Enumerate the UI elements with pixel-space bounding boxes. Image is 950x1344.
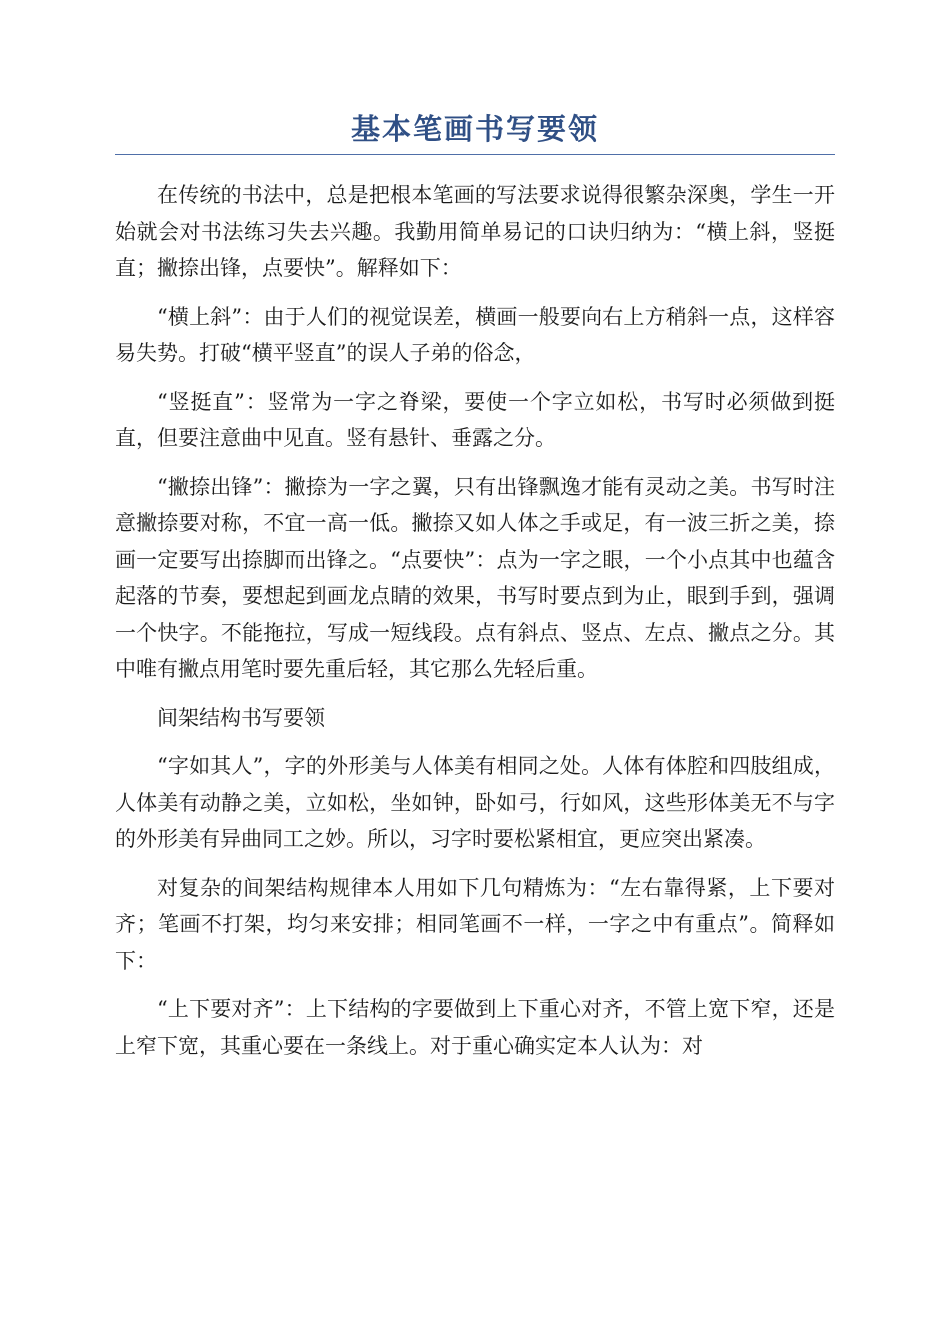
document-page: [115, 110, 835, 1076]
paragraph-shangxia-duiqi: “上下要对齐”：上下结构的字要做到上下重心对齐，不管上宽下窄，还是上窄下宽，其重心要在一条线上。对于重心确实定本人认为：对: [115, 997, 835, 1058]
paragraph-structure-rules: 对复杂的间架结构规律本人用如下几句精炼为：“左右靠得紧，上下要对齐；笔画不打架，均匀来安排；相同笔画不一样，一字之中有重点”。简释如下：: [115, 875, 835, 973]
paragraph-piena-dian: “撇捺出锋”：撇捺为一字之翼，只有出锋飘逸才能有灵动之美。书写时注意撇捺要对称，不宜一高一低。撇捺又如人体之手或足，有一波三折之美，捺画一定要写出捺脚而出锋之。“点要快”：点为一字之眼，一个小点其中也蕴含起落的节奏，要想起到画龙点睛的效果，书写时要点到为止，眼到手到，强调一个快字。不能拖拉，写成一短线段。点有斜点、竖点、左点、撇点之分。其中唯有撇点用笔时要先重后轻，其它那么先轻后重。: [115, 474, 835, 681]
paragraph-zi-ru-qi-ren: “字如其人”，字的外形美与人体美有相同之处。人体有体腔和四肢组成，人体美有动静之美，立如松，坐如钟，卧如弓，行如风，这些形体美无不与字的外形美有异曲同工之妙。所以，习字时要松紧相宜，更应突出紧凑。: [115, 754, 835, 851]
paragraph-intro: 在传统的书法中，总是把根本笔画的写法要求说得很繁杂深奥，学生一开始就会对书法练习失去兴趣。我勤用简单易记的口诀归纳为：“横上斜，竖挺直；撇捺出锋，点要快”。解释如下：: [115, 183, 835, 280]
paragraph-heng: “横上斜”：由于人们的视觉误差，横画一般要向右上方稍斜一点，这样容易失势。打破“横平竖直”的误人子弟的俗念，: [115, 304, 835, 365]
paragraph-shu: “竖挺直”：竖常为一字之脊梁，要使一个字立如松，书写时必须做到挺直，但要注意曲中见直。竖有悬针、垂露之分。: [115, 389, 835, 450]
section-heading-structure: 间架结构书写要领: [157, 705, 325, 730]
page-title: 基本笔画书写要领: [115, 110, 835, 155]
